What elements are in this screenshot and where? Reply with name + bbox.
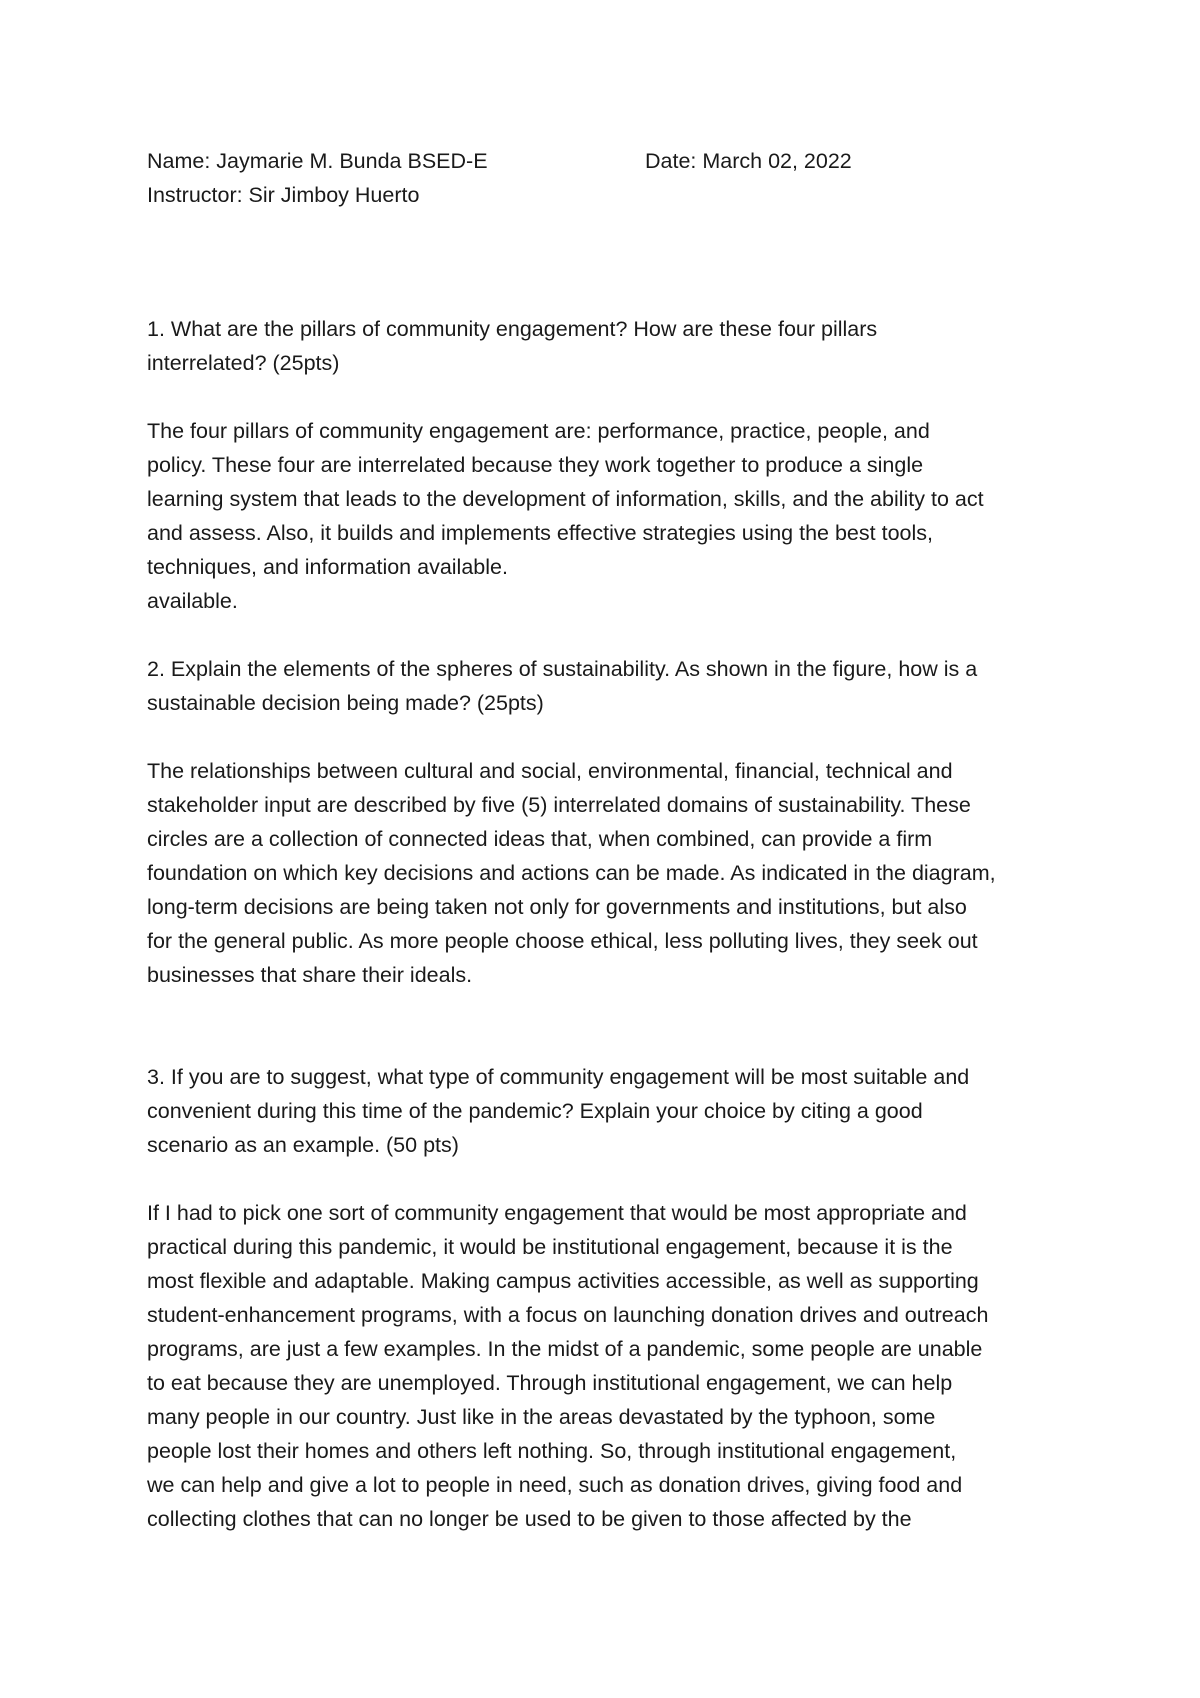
question-3-line: scenario as an example. (50 pts) xyxy=(147,1133,459,1157)
question-2-line: 2. Explain the elements of the spheres of sustainability. As shown in the figure, how is a xyxy=(147,657,978,681)
question-3 xyxy=(147,1060,1067,1162)
answer-1-line: available. xyxy=(147,589,238,613)
answer-1-line: The four pillars of community engagement are: performance, practice, people, and xyxy=(147,419,930,443)
student-name: Name: Jaymarie M. Bunda BSED-E xyxy=(147,149,488,173)
answer-3-line: If I had to pick one sort of community engagement that would be most appropriate and xyxy=(147,1201,967,1225)
question-3-line: convenient during this time of the pandemic? Explain your choice by citing a good xyxy=(147,1099,923,1123)
answer-2-line: businesses that share their ideals. xyxy=(147,963,473,987)
question-1 xyxy=(147,312,1067,380)
answer-2-line: foundation on which key decisions and actions can be made. As indicated in the diagram, xyxy=(147,861,996,885)
answer-2-line: The relationships between cultural and social, environmental, financial, technical and xyxy=(147,759,953,783)
answer-1-line: techniques, and information available. xyxy=(147,555,508,579)
question-1-line: 1. What are the pillars of community engagement? How are these four pillars xyxy=(147,317,878,341)
answer-3-line: we can help and give a lot to people in need, such as donation drives, giving food and xyxy=(147,1473,963,1497)
answer-1-line: learning system that leads to the development of information, skills, and the ability to act xyxy=(147,487,984,511)
instructor-name: Instructor: Sir Jimboy Huerto xyxy=(147,183,420,207)
answer-2-line: circles are a collection of connected ideas that, when combined, can provide a firm xyxy=(147,827,933,851)
question-2-line: sustainable decision being made? (25pts) xyxy=(147,691,544,715)
answer-2-line: stakeholder input are described by five (5) interrelated domains of sustainability. These xyxy=(147,793,971,817)
answer-1 xyxy=(147,414,1067,618)
answer-1-line: and assess. Also, it builds and implements effective strategies using the best tools, xyxy=(147,521,933,545)
answer-2 xyxy=(147,754,1067,992)
answer-3-line: collecting clothes that can no longer be used to be given to those affected by the xyxy=(147,1507,912,1531)
document-page xyxy=(147,144,1067,1536)
answer-3-line: practical during this pandemic, it would be institutional engagement, because it is the xyxy=(147,1235,953,1259)
answer-1-line: policy. These four are interrelated because they work together to produce a single xyxy=(147,453,924,477)
answer-3-line: many people in our country. Just like in the areas devastated by the typhoon, some xyxy=(147,1405,936,1429)
answer-2-line: long-term decisions are being taken not only for governments and institutions, but also xyxy=(147,895,967,919)
answer-3-line: people lost their homes and others left nothing. So, through institutional engagement, xyxy=(147,1439,957,1463)
question-3-line: 3. If you are to suggest, what type of community engagement will be most suitable and xyxy=(147,1065,970,1089)
question-1-line: interrelated? (25pts) xyxy=(147,351,340,375)
header-row xyxy=(147,144,1067,178)
answer-3-line: most flexible and adaptable. Making campus activities accessible, as well as supporting xyxy=(147,1269,979,1293)
answer-3-line: to eat because they are unemployed. Through institutional engagement, we can help xyxy=(147,1371,953,1395)
question-2 xyxy=(147,652,1067,720)
document-date: Date: March 02, 2022 xyxy=(645,149,852,173)
answer-3-line: student-enhancement programs, with a focus on launching donation drives and outreach xyxy=(147,1303,989,1327)
answer-3-line: programs, are just a few examples. In the midst of a pandemic, some people are unable xyxy=(147,1337,983,1361)
answer-3 xyxy=(147,1196,1067,1536)
answer-2-line: for the general public. As more people choose ethical, less polluting lives, they seek out xyxy=(147,929,978,953)
